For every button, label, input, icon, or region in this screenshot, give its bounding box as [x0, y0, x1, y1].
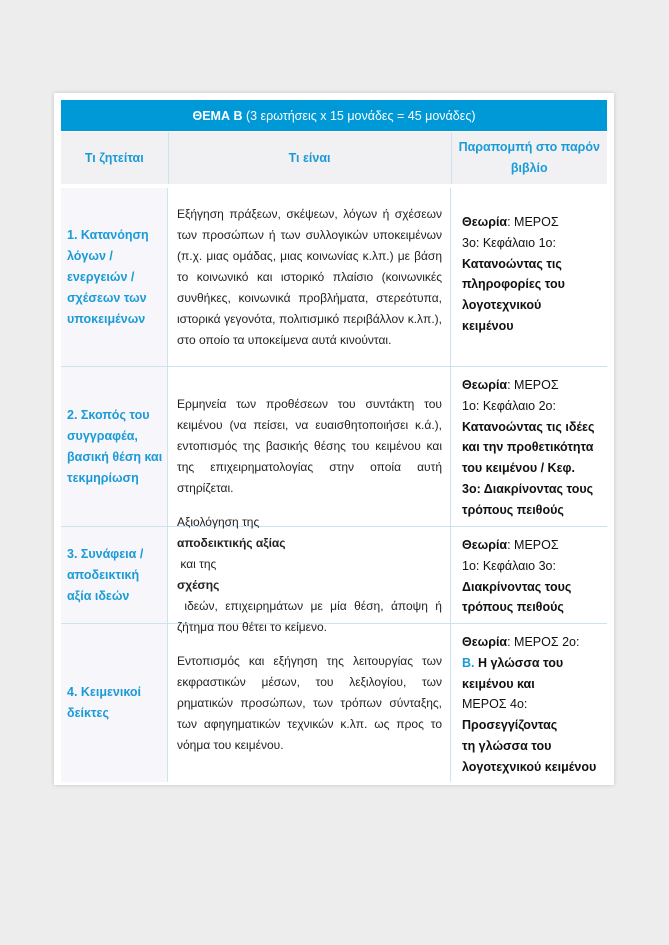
- ref-line: λογοτεχνικού: [462, 298, 542, 313]
- ref-line: τρόπους πειθούς: [462, 502, 564, 517]
- row-description: [168, 367, 451, 526]
- row-topic: 4. Κειμενικοί δείκτες: [61, 624, 168, 782]
- ref-line: Προσεγγίζοντας: [462, 718, 558, 733]
- row-description-text: Εξήγηση πράξεων, σκέψεων, λόγων ή σχέσεων των προσώπων ή των συλλογικών υποκειμένων (π.χ. μιας ομάδας, μιας κοινωνίας κ.λπ.) με βάση το κοινωνικό και ιστορικό πλαίσιο (κοινωνικές συνθήκες, κοινωνικά προβλήματα, στερεότυπα, ιστορικά γεγονότα, πολιτισμικό περιβάλλον κ.λπ.), στο οποίο τα υποκείμενα αυτά κινούνται.: [177, 206, 442, 347]
- ref-line: 1ο: Κεφάλαιο 2ο:: [462, 398, 556, 413]
- ref-line: κειμένου και: [462, 676, 535, 691]
- table-row: [61, 515, 607, 634]
- ref-line: τρόπους πειθούς: [462, 600, 564, 615]
- table-row: [61, 188, 607, 367]
- exam-table: [61, 100, 607, 782]
- ref-line: και την προθετικότητα: [462, 440, 594, 455]
- ref-line: 1ο: Κεφάλαιο 3ο:: [462, 558, 556, 573]
- ref-line: του κειμένου / Κεφ.: [462, 461, 575, 476]
- row-reference: Θεωρία: ΜΕΡΟΣ 1ο: Κεφάλαιο 3ο: Διακρίνοντας τους τρόπους πειθούς: [451, 527, 607, 623]
- ref-line: ΜΕΡΟΣ 4ο:: [462, 697, 528, 712]
- row-topic: 3. Συνάφεια / αποδεικτική αξία ιδεών: [61, 527, 168, 623]
- table-header-row: [61, 132, 607, 184]
- header-what-it-is: Τι είναι: [169, 132, 452, 184]
- table-row: [61, 367, 607, 527]
- row-reference: Θεωρία: ΜΕΡΟΣ 2ο: Β. Η γλώσσα του κειμένου και ΜΕΡΟΣ 4ο: Προσεγγίζοντας τη γλώσσα του λογοτεχνικού κειμένου: [451, 624, 607, 782]
- ref-line: πληροφορίες του: [462, 277, 565, 292]
- header-book-reference: [452, 132, 607, 184]
- row-topic: 1. Κατανόηση λόγων / ενεργειών / σχέσεων των υποκειμένων: [61, 188, 168, 366]
- ref-line: κειμένου: [462, 318, 514, 333]
- table-title-bold: ΘΕΜΑ Β: [192, 108, 243, 123]
- table-title-rest: (3 ερωτήσεις x 15 μονάδες = 45 μονάδες): [242, 108, 476, 123]
- row-description-text: Ερμηνεία των προθέσεων του συντάκτη του κειμένου (να πείσει, να ευαισθητοποιήσει κ.ά.), εντοπισμός της βασικής θέσης του κειμένου και της επιχειρηματολογίας στην οποία αυτή στηρίζεται.: [177, 397, 442, 495]
- ref-line: Κατανοώντας τις ιδέες: [462, 419, 595, 434]
- row-reference: Θεωρία: ΜΕΡΟΣ 3ο: Κεφάλαιο 1ο: Κατανοώντας τις πληροφορίες του λογοτεχνικού κειμένου: [451, 188, 607, 366]
- header-book-reference-label: Παραπομπή στο παρόν βιβλίο: [458, 140, 600, 175]
- row-description: [168, 624, 451, 782]
- ref-line: 3ο: Διακρίνοντας τους: [462, 481, 594, 496]
- ref-line: Η γλώσσα του: [474, 655, 564, 670]
- row-reference: Θεωρία: ΜΕΡΟΣ 1ο: Κεφάλαιο 2ο: Κατανοώντας τις ιδέες και την προθετικότητα του κειμένου / Κεφ. 3ο: Διακρίνοντας τους τρόπους πειθούς: [451, 367, 607, 526]
- ref-line: τη γλώσσα του: [462, 738, 552, 753]
- ref-line: λογοτεχνικού κειμένου: [462, 759, 597, 774]
- row-description: [168, 188, 451, 366]
- ref-line: 3ο: Κεφάλαιο 1ο:: [462, 235, 556, 250]
- row-description: [168, 515, 451, 634]
- row-topic: 2. Σκοπός του συγγραφέα, βασική θέση και τεκμηρίωση: [61, 367, 168, 526]
- document-page: [54, 93, 614, 785]
- ref-line: Διακρίνοντας τους: [462, 579, 572, 594]
- table-title: [61, 100, 607, 131]
- table-row: [61, 624, 607, 782]
- ref-marker: Β.: [462, 655, 475, 670]
- header-what-is-asked: Τι ζητείται: [61, 132, 169, 184]
- row-description-text: Εντοπισμός και εξήγηση της λειτουργίας των εκφραστικών μέσων, του λεξιλογίου, των ρηματικών προσώπων, των τρόπων σύνταξης, των αφηγηματικών τεχνικών κ.λπ. ως προς το νόημα του κειμένου.: [177, 653, 442, 752]
- row-description-text: Αξιολόγηση της αποδεικτικής αξίας και της σχέσης ιδεών, επιχειρημάτων με μία θέση, άποψη ή ζήτημα που θέτει το κείμενο.: [177, 515, 446, 634]
- ref-line: Κατανοώντας τις: [462, 256, 562, 271]
